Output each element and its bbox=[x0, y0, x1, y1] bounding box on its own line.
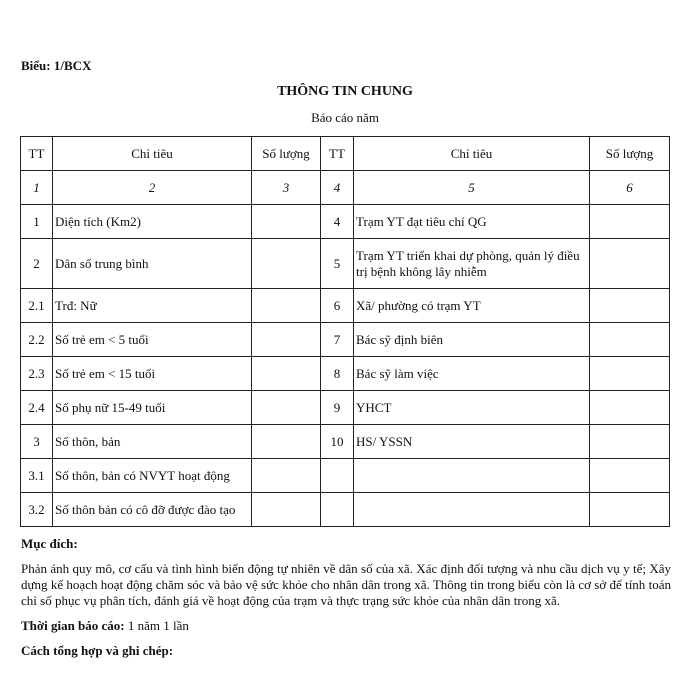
col-header-indicator: Chỉ tiêu bbox=[53, 137, 252, 171]
indicator-cell-2 bbox=[354, 459, 590, 493]
quantity-cell bbox=[252, 205, 321, 239]
indicator-cell: Số thôn bản có cô đỡ được đào tạo bbox=[53, 493, 252, 527]
indicator-cell-2: Trạm YT triển khai dự phòng, quản lý điều trị bệnh không lây nhiễm bbox=[354, 239, 590, 289]
col-header-tt-2: TT bbox=[321, 137, 354, 171]
row-number: 3.2 bbox=[21, 493, 53, 527]
general-info-table bbox=[20, 136, 670, 527]
quantity-cell bbox=[252, 289, 321, 323]
indicator-cell: Số trẻ em < 5 tuổi bbox=[53, 323, 252, 357]
quantity-cell-2 bbox=[590, 425, 670, 459]
page-subtitle: Báo cáo năm bbox=[311, 110, 379, 125]
quantity-cell-2 bbox=[590, 459, 670, 493]
table-row bbox=[21, 205, 670, 239]
col-header-tt: TT bbox=[21, 137, 53, 171]
quantity-cell-2 bbox=[590, 493, 670, 527]
table-row bbox=[21, 493, 670, 527]
row-number-2: 8 bbox=[321, 357, 354, 391]
method-heading: Cách tổng hợp và ghi chép: bbox=[21, 643, 174, 658]
indicator-cell-2: Bác sỹ định biên bbox=[354, 323, 590, 357]
quantity-cell bbox=[252, 459, 321, 493]
col-number: 5 bbox=[354, 171, 590, 205]
row-number-2: 4 bbox=[321, 205, 354, 239]
row-number-2: 9 bbox=[321, 391, 354, 425]
row-number: 2.4 bbox=[21, 391, 53, 425]
table-header-row bbox=[21, 137, 670, 171]
indicator-cell: Số phụ nữ 15-49 tuổi bbox=[53, 391, 252, 425]
quantity-cell bbox=[252, 239, 321, 289]
table-row bbox=[21, 391, 670, 425]
col-number: 4 bbox=[321, 171, 354, 205]
indicator-cell: Dân số trung bình bbox=[53, 239, 252, 289]
quantity-cell-2 bbox=[590, 357, 670, 391]
report-time-label: Thời gian báo cáo: bbox=[21, 618, 125, 633]
indicator-cell: Số trẻ em < 15 tuổi bbox=[53, 357, 252, 391]
col-header-quantity: Số lượng bbox=[252, 137, 321, 171]
table-row bbox=[21, 459, 670, 493]
row-number: 2.3 bbox=[21, 357, 53, 391]
form-code: Biểu: 1/BCX bbox=[21, 58, 92, 73]
page-title: THÔNG TIN CHUNG bbox=[277, 84, 413, 99]
col-header-quantity-2: Số lượng bbox=[590, 137, 670, 171]
indicator-cell-2: Bác sỹ làm việc bbox=[354, 357, 590, 391]
row-number: 2 bbox=[21, 239, 53, 289]
row-number-2: 10 bbox=[321, 425, 354, 459]
col-header-indicator-2: Chỉ tiêu bbox=[354, 137, 590, 171]
col-number: 1 bbox=[21, 171, 53, 205]
quantity-cell bbox=[252, 425, 321, 459]
row-number-2: 7 bbox=[321, 323, 354, 357]
table-row bbox=[21, 323, 670, 357]
report-time-value: 1 năm 1 lần bbox=[124, 618, 189, 633]
row-number: 3 bbox=[21, 425, 53, 459]
table-row bbox=[21, 289, 670, 323]
quantity-cell-2 bbox=[590, 289, 670, 323]
quantity-cell bbox=[252, 493, 321, 527]
row-number-2: 6 bbox=[321, 289, 354, 323]
indicator-cell-2: YHCT bbox=[354, 391, 590, 425]
row-number-2 bbox=[321, 493, 354, 527]
indicator-cell-2: Xã/ phường có trạm YT bbox=[354, 289, 590, 323]
column-number-row bbox=[21, 171, 670, 205]
quantity-cell bbox=[252, 391, 321, 425]
indicator-cell-2: HS/ YSSN bbox=[354, 425, 590, 459]
indicator-cell: Số thôn, bản bbox=[53, 425, 252, 459]
table-row bbox=[21, 425, 670, 459]
quantity-cell bbox=[252, 357, 321, 391]
notes-section bbox=[21, 536, 671, 668]
row-number: 1 bbox=[21, 205, 53, 239]
row-number: 2.2 bbox=[21, 323, 53, 357]
row-number: 3.1 bbox=[21, 459, 53, 493]
row-number: 2.1 bbox=[21, 289, 53, 323]
purpose-text: Phản ánh quy mô, cơ cấu và tình hình biến động tự nhiên về dân số của xã. Xác định đối tượng và nhu cầu dịch vụ y tế; Xây dựng kế hoạch hoạt động chăm sóc và bảo vệ sức khỏe cho nhân dân trong xã. Thông tin trong biểu còn là cơ sở để tính toán chỉ số phục vụ phân tích, đánh giá về hoạt động của trạm và thực trạng sức khỏe của nhân dân trong xã. bbox=[21, 561, 671, 608]
quantity-cell bbox=[252, 323, 321, 357]
report-time bbox=[21, 618, 671, 634]
row-number-2: 5 bbox=[321, 239, 354, 289]
indicator-cell: Số thôn, bản có NVYT hoạt động bbox=[53, 459, 252, 493]
indicator-cell-2 bbox=[354, 493, 590, 527]
quantity-cell-2 bbox=[590, 391, 670, 425]
indicator-cell: Trđ: Nữ bbox=[53, 289, 252, 323]
purpose-heading: Mục đích: bbox=[21, 536, 78, 551]
quantity-cell-2 bbox=[590, 205, 670, 239]
row-number-2 bbox=[321, 459, 354, 493]
table-row bbox=[21, 239, 670, 289]
col-number: 2 bbox=[53, 171, 252, 205]
table-row bbox=[21, 357, 670, 391]
col-number: 6 bbox=[590, 171, 670, 205]
indicator-cell: Diện tích (Km2) bbox=[53, 205, 252, 239]
col-number: 3 bbox=[252, 171, 321, 205]
indicator-cell-2: Trạm YT đạt tiêu chí QG bbox=[354, 205, 590, 239]
quantity-cell-2 bbox=[590, 239, 670, 289]
quantity-cell-2 bbox=[590, 323, 670, 357]
